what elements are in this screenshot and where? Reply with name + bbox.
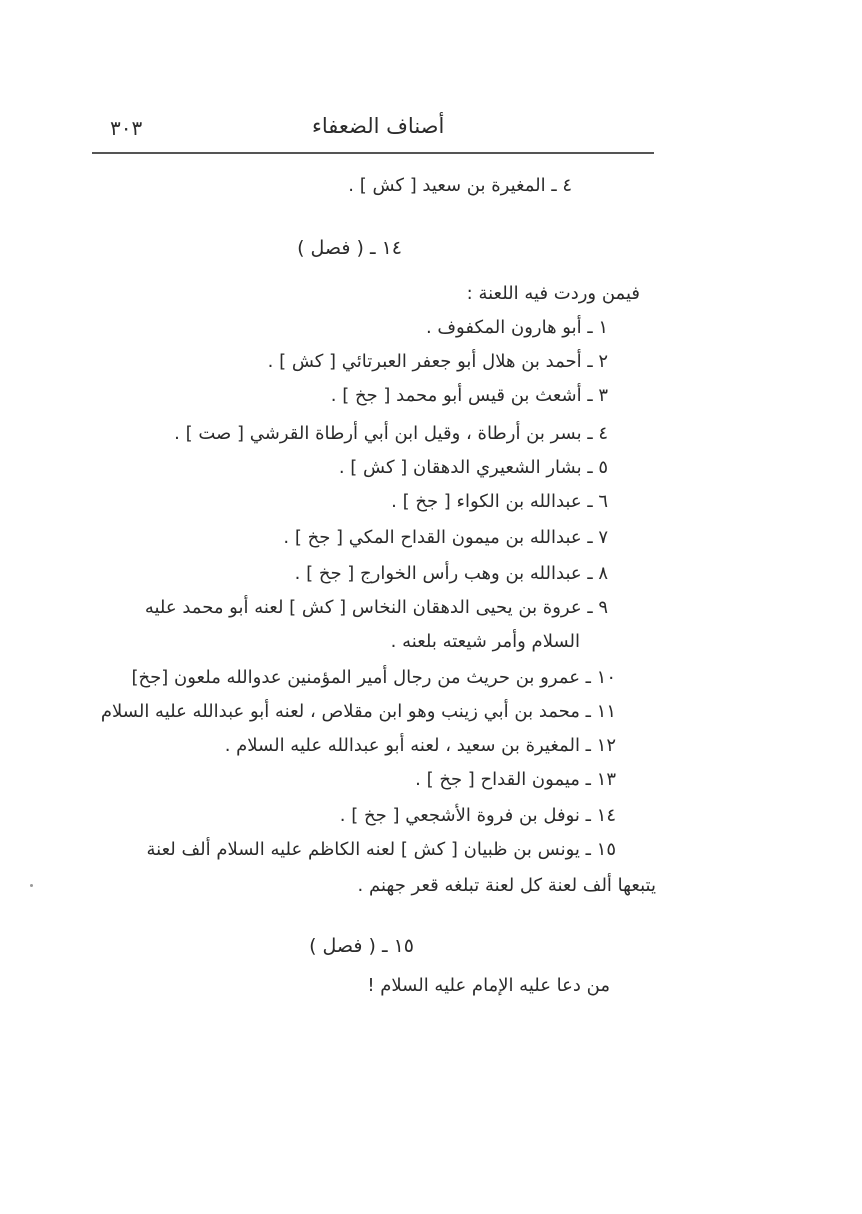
- list-item: ١ ـ أبو هارون المكفوف .: [425, 317, 608, 338]
- list-item: ٦ ـ عبدالله بن الكواء [ جخ ] .: [391, 491, 608, 512]
- section-intro-14: فيمن وردت فيه اللعنة :: [466, 283, 640, 304]
- page-number: ٣٠٣: [110, 116, 143, 140]
- list-item: ٩ ـ عروة بن يحيى الدهقان النخاس [ كش ] لعنه أبو محمد عليه: [144, 597, 608, 618]
- list-item: ٢ ـ أحمد بن هلال أبو جعفر العبرتائي [ كش ] .: [267, 351, 608, 372]
- scan-speck: [30, 884, 33, 887]
- section-intro-15: من دعا عليه الإمام عليه السلام !: [367, 975, 610, 996]
- section-heading-15: ١٥ ـ ( فصل ): [309, 935, 414, 957]
- list-item: ٥ ـ بشار الشعيري الدهقان [ كش ] .: [338, 457, 608, 478]
- header-rule: [92, 152, 654, 154]
- list-item: ١١ ـ محمد بن أبي زينب وهو ابن مقلاص ، لعنه أبو عبدالله عليه السلام: [100, 701, 616, 722]
- list-item: ٨ ـ عبدالله بن وهب رأس الخوارج [ جخ ] .: [294, 563, 608, 584]
- top-list-item: ٤ ـ المغيرة بن سعيد [ كش ] .: [348, 175, 572, 196]
- list-item: ٤ ـ بسر بن أرطاة ، وقيل ابن أبي أرطاة القرشي [ صت ] .: [174, 423, 608, 444]
- list-item-continuation: يتبعها ألف لعنة كل لعنة تبلغه قعر جهنم .: [357, 875, 656, 896]
- list-item: ١٢ ـ المغيرة بن سعيد ، لعنه أبو عبدالله عليه السلام .: [224, 735, 616, 756]
- list-item: ١٠ ـ عمرو بن حريث من رجال أمير المؤمنين عدوالله ملعون [جخ]: [131, 667, 616, 688]
- list-item: ١٣ ـ ميمون القداح [ جخ ] .: [415, 769, 616, 790]
- list-item: ١٥ ـ يونس بن ظبيان [ كش ] لعنه الكاظم عليه السلام ألف لعنة: [146, 839, 616, 860]
- running-title: أصناف الضعفاء: [312, 114, 445, 138]
- list-item: ٧ ـ عبدالله بن ميمون القداح المكي [ جخ ] .: [283, 527, 608, 548]
- list-item: ٣ ـ أشعث بن قيس أبو محمد [ جخ ] .: [330, 385, 608, 406]
- list-item: ١٤ ـ نوفل بن فروة الأشجعي [ جخ ] .: [339, 805, 616, 826]
- list-item-continuation: السلام وأمر شيعته بلعنه .: [390, 631, 580, 652]
- section-heading-14: ١٤ ـ ( فصل ): [297, 237, 402, 259]
- page-header: [92, 112, 654, 152]
